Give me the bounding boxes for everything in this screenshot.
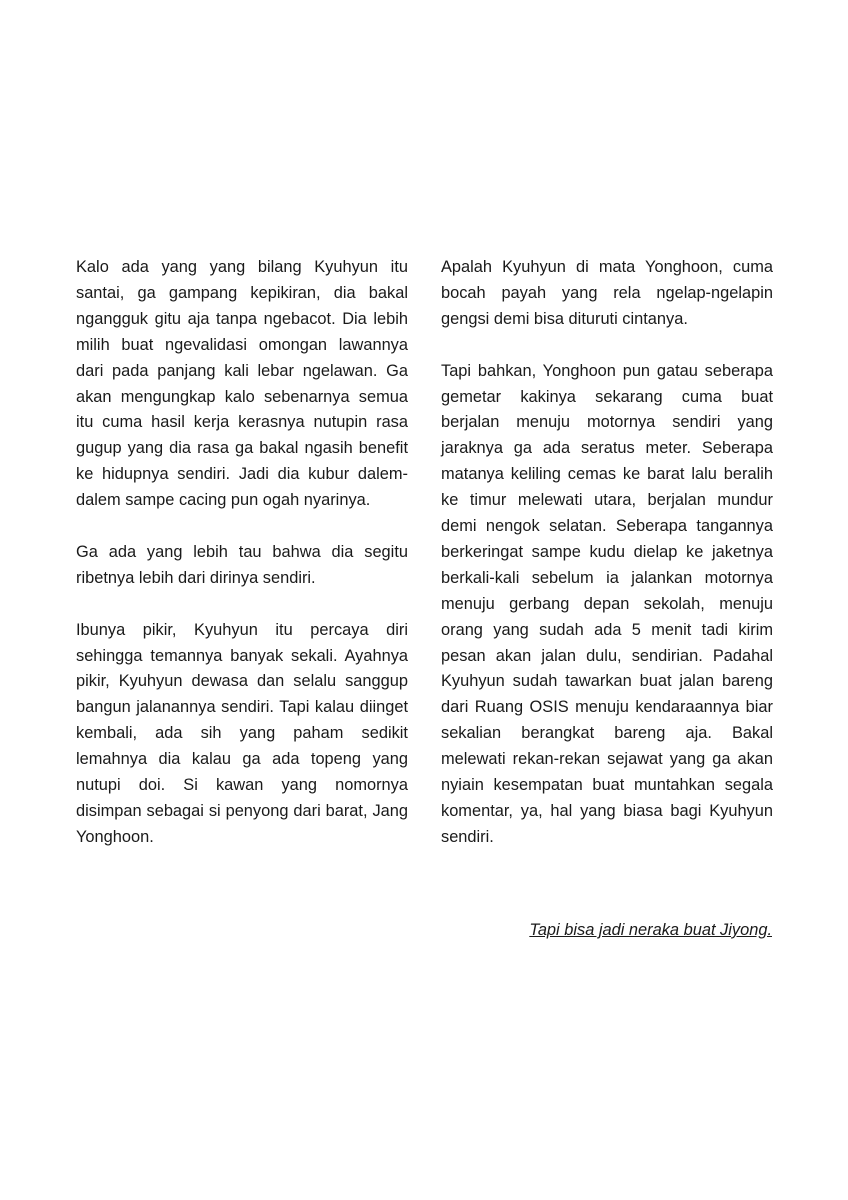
paragraph: Ga ada yang lebih tau bahwa dia segitu ribetnya lebih dari dirinya sendiri. [76, 542, 408, 587]
paragraph: Apalah Kyuhyun di mata Yonghoon, cuma bocah payah yang rela ngelap-ngelapin gengsi demi bisa dituruti cintanya. [441, 258, 773, 328]
paragraph: Ibunya pikir, Kyuhyun itu percaya diri sehingga temannya banyak sekali. Ayahnya pikir, Kyuhyun dewasa dan selalu sanggup bangun jalanannya sendiri. Tapi kalau diinget kembali, ada sih yang paham sedikit lemahnya dia kalau ga ada topeng yang nutupi doi. Si kawan yang nomornya disimpan sebagai si penyong dari barat, Jang Yonghoon. [76, 620, 408, 846]
left-column [76, 255, 408, 851]
paragraph: Tapi bahkan, Yonghoon pun gatau seberapa gemetar kakinya sekarang cuma buat berjalan menuju motornya sendiri yang jaraknya ga ada seratus meter. Seberapa matanya keliling cemas ke barat lalu beralih ke timur melewati utara, berjalan mundur demi nengok selatan. Seberapa tangannya berkeringat sampe kudu dielap ke jaketnya berkali-kali sebelum ia jalankan motornya menuju gerbang depan sekolah, menuju orang yang sudah ada 5 menit tadi kirim pesan akan jalan dulu, sendirian. Padahal Kyuhyun sudah tawarkan buat jalan bareng dari Ruang OSIS menuju kendaraannya biar sekalian berangkat bareng aja. Bakal melewati rekan-rekan sejawat yang ga akan nyiain kesempatan buat muntahkan segala komentar, ya, hal yang biasa bagi Kyuhyun sendiri. [441, 361, 773, 846]
paragraph: Kalo ada yang yang bilang Kyuhyun itu santai, ga gampang kepikiran, dia bakal ngangguk gitu aja tanpa ngebacot. Dia lebih milih buat ngevalidasi omongan lawannya dari pada panjang kali lebar ngelawan. Ga akan mengungkap kalo sebenarnya semua itu cuma hasil kerja kerasnya nutupin rasa gugup yang dia rasa ga bakal ngasih benefit ke hidupnya sendiri. Jadi dia kubur dalem-dalem sampe cacing pun ogah nyarinya. [76, 258, 408, 510]
closing-line: Tapi bisa jadi neraka buat Jiyong. [529, 921, 772, 939]
right-column [441, 255, 773, 851]
